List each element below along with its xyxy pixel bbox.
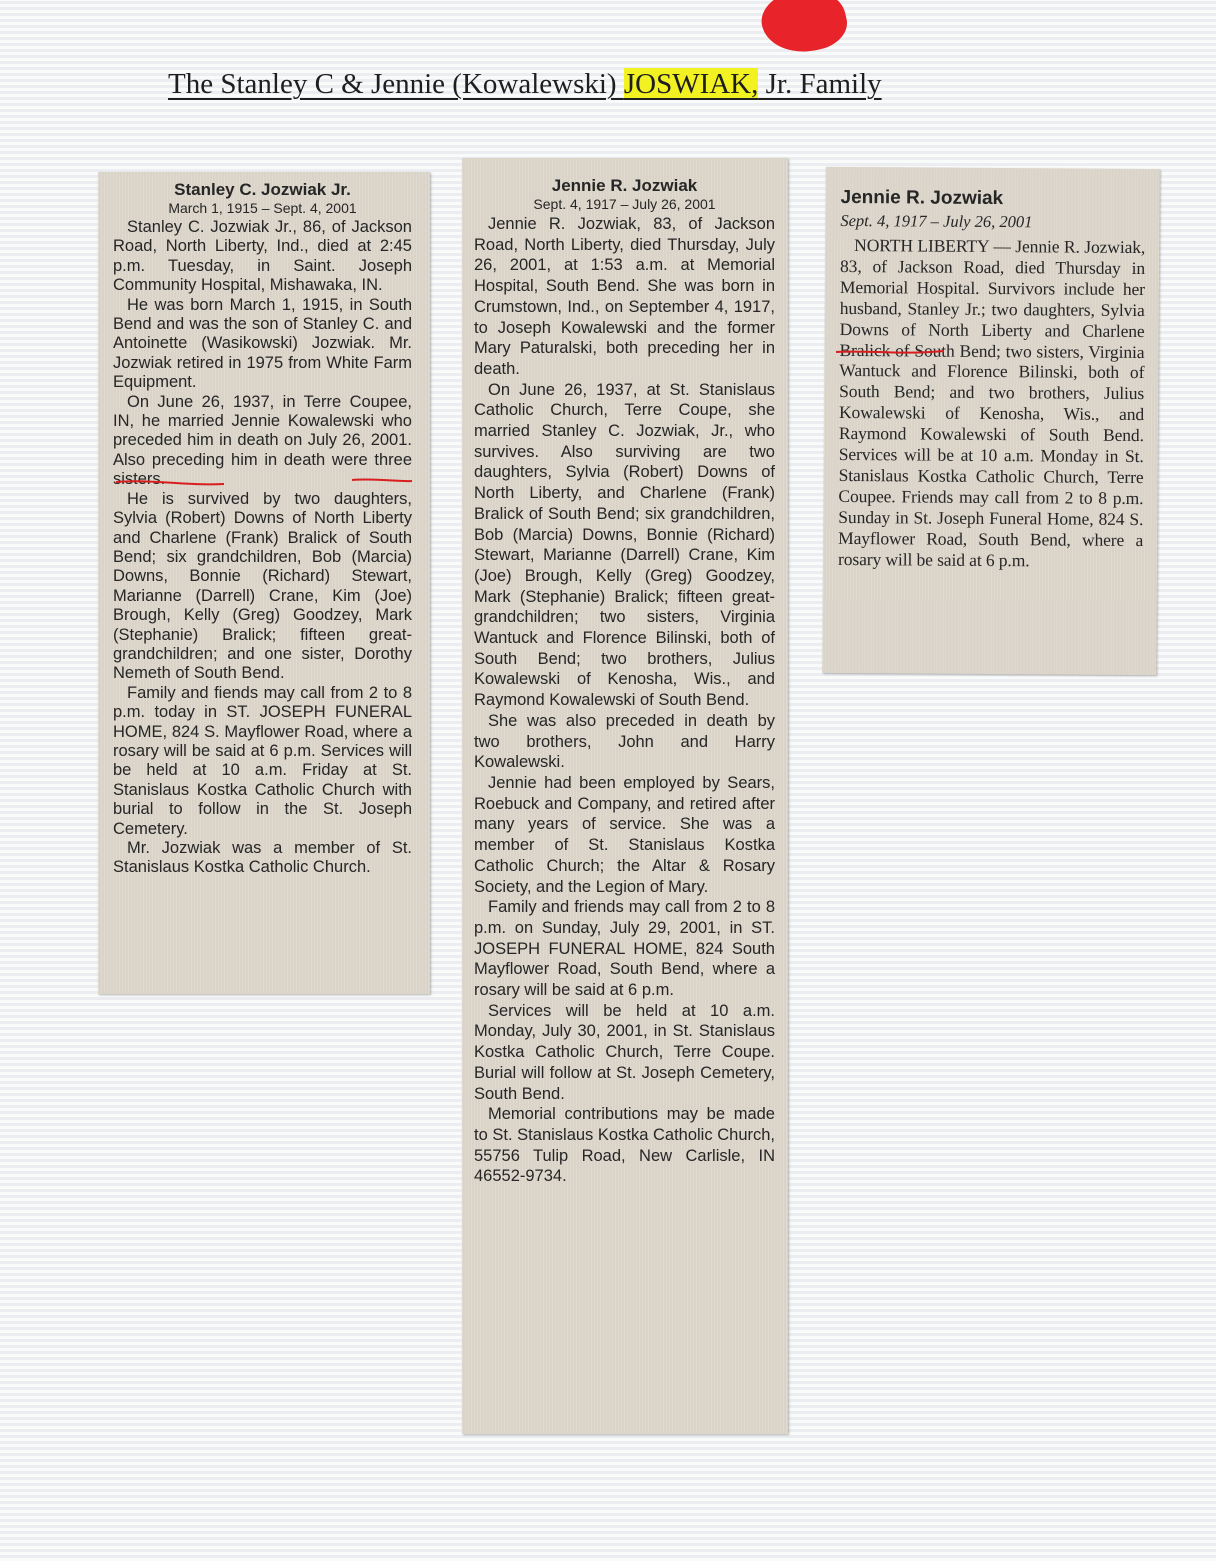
obituary-paragraph: Stanley C. Jozwiak Jr., 86, of Jackson Road, North Liberty, Ind., died at 2:45 p.m. Tuesday, in Saint. Joseph Community Hospital, Mishawaka, IN. <box>113 218 412 295</box>
obituary-name: Stanley C. Jozwiak Jr. <box>174 180 351 199</box>
obituary-paragraph: Memorial contributions may be made to St. Stanislaus Kostka Catholic Church, 55756 Tulip Road, New Carlisle, IN 46552-9734. <box>474 1105 775 1186</box>
page-title-part2: Jr. Family <box>758 68 882 100</box>
obituary-paragraph: Mr. Jozwiak was a member of St. Stanislaus Kostka Catholic Church. <box>113 839 412 877</box>
obituary-clipping-stanley <box>98 172 430 994</box>
obituary-name: Jennie R. Jozwiak <box>551 176 698 195</box>
obituary-clipping-jennie-long <box>462 158 788 1434</box>
obituary-paragraph: Family and fiends may call from 2 to 8 p.m. today in ST. JOSEPH FUNERAL HOME, 824 S. Mayflower Road, where a rosary will be said at 6 p.m. Services will be held at 10 a.m. Friday at St. Stanislaus Kostka Catholic Church with burial to follow in the St. Joseph Cemetery. <box>113 683 412 838</box>
obituary-paragraph: On June 26, 1937, at St. Stanislaus Catholic Church, Terre Coupe, she married Stanley C. Jozwiak, Jr., who survives. Also surviving are two daughters, Sylvia (Robert) Downs of North Liberty, and Charlene (Frank) Bralick of South Bend; six grandchildren, Bob (Marcia) Downs, Bonnie (Richard) Stewart, Marianne (Darrell) Crane, Kim (Joe) Brough, Kelly (Greg) Goodzey, Mark (Stephanie) Bralick; fifteen great-grandchildren; two sisters, Virginia Wantuck and Florence Bilinski, both of South Bend; two brothers, Julius Kowalewski of Kenosha, Wis., and Raymond Kowalewski of South Bend. <box>474 380 775 710</box>
obituary-dates: March 1, 1915 – Sept. 4, 2001 <box>168 200 357 216</box>
obituary-dates: Sept. 4, 1917 – July 26, 2001 <box>840 210 1033 232</box>
pen-underline-mark <box>114 474 424 498</box>
obituary-paragraph: She was also preceded in death by two brothers, John and Harry Kowalewski. <box>474 711 775 772</box>
obituary-paragraph: Family and friends may call from 2 to 8 p.m. on Sunday, July 29, 2001, in ST. JOSEPH FUNERAL HOME, 824 South Mayflower Road, South Bend, where a rosary will be said at 6 p.m. <box>474 898 775 1000</box>
obituary-clipping-jennie-short <box>822 167 1160 675</box>
obituary-paragraph: He is survived by two daughters, Sylvia (Robert) Downs of North Liberty and Charlene (Frank) Bralick of South Bend; six grandchildren, Bob (Marcia) Downs, Bonnie (Richard) Stewart, Marianne (Darrell) Crane, Kim (Joe) Brough, Kelly (Greg) Goodzey, Mark (Stephanie) Bralick; fifteen great-grandchildren; and one sister, Dorothy Nemeth of South Bend. <box>113 489 412 683</box>
obituary-paragraph: NORTH LIBERTY — Jennie R. Jozwiak, 83, of Jackson Road, died Thursday in Memorial Hospital. Survivors include her husband, Stanley Jr.; two daughters, Sylvia Downs of North Liberty and Charlene Bralick of South Bend; two sisters, Virginia Wantuck and Florence Bilinski, both of South Bend; and two brothers, Julius Kowalewski of Kenosha, Wis., and Raymond Kowalewski of South Bend. Services will be at 10 a.m. Monday in St. Stanislaus Kostka Catholic Church, Terre Coupee. Friends may call from 2 to 8 p.m. Sunday in St. Joseph Funeral Home, 824 S. Mayflower Road, South Bend, where a rosary will be said at 6 p.m. <box>837 235 1146 570</box>
obituary-paragraph: Services will be held at 10 a.m. Monday, July 30, 2001, in St. Stanislaus Kostka Catholic Church, Terre Coupe. Burial will follow at St. Joseph Cemetery, South Bend. <box>474 1001 775 1103</box>
obituary-paragraph: Jennie had been employed by Sears, Roebuck and Company, and retired after many years of service. She was a member of St. Stanislaus Kostka Catholic Church; the Altar & Rosary Society, and the Legion of Mary. <box>474 773 775 896</box>
page-title <box>168 68 1008 101</box>
obituary-dates: Sept. 4, 1917 – July 26, 2001 <box>533 196 716 212</box>
obituary-paragraph: On June 26, 1937, in Terre Coupee, IN, he married Jennie Kowalewski who preceded him in death on July 26, 2001. Also preceding him in death were three sisters. <box>113 392 412 489</box>
pen-underline-mark <box>834 346 954 360</box>
obituary-name: Jennie R. Jozwiak <box>840 186 1004 210</box>
page-title-highlight: JOSWIAK, <box>623 68 759 100</box>
page-title-part1: The Stanley C & Jennie (Kowalewski) <box>168 68 624 100</box>
obituary-paragraph: He was born March 1, 1915, in South Bend and was the son of Stanley C. and Antoinette (Wasikowski) Jozwiak. Mr. Jozwiak retired in 1975 from White Farm Equipment. <box>113 295 412 392</box>
red-tab-marker <box>756 0 851 60</box>
obituary-paragraph: Jennie R. Jozwiak, 83, of Jackson Road, North Liberty, died Thursday, July 26, 2001, at 1:53 a.m. at Memorial Hospital, South Bend. She was born in Crumstown, Ind., on September 4, 1917, to Joseph Kowalewski and the former Mary Paturalski, both preceding her in death. <box>474 215 775 378</box>
